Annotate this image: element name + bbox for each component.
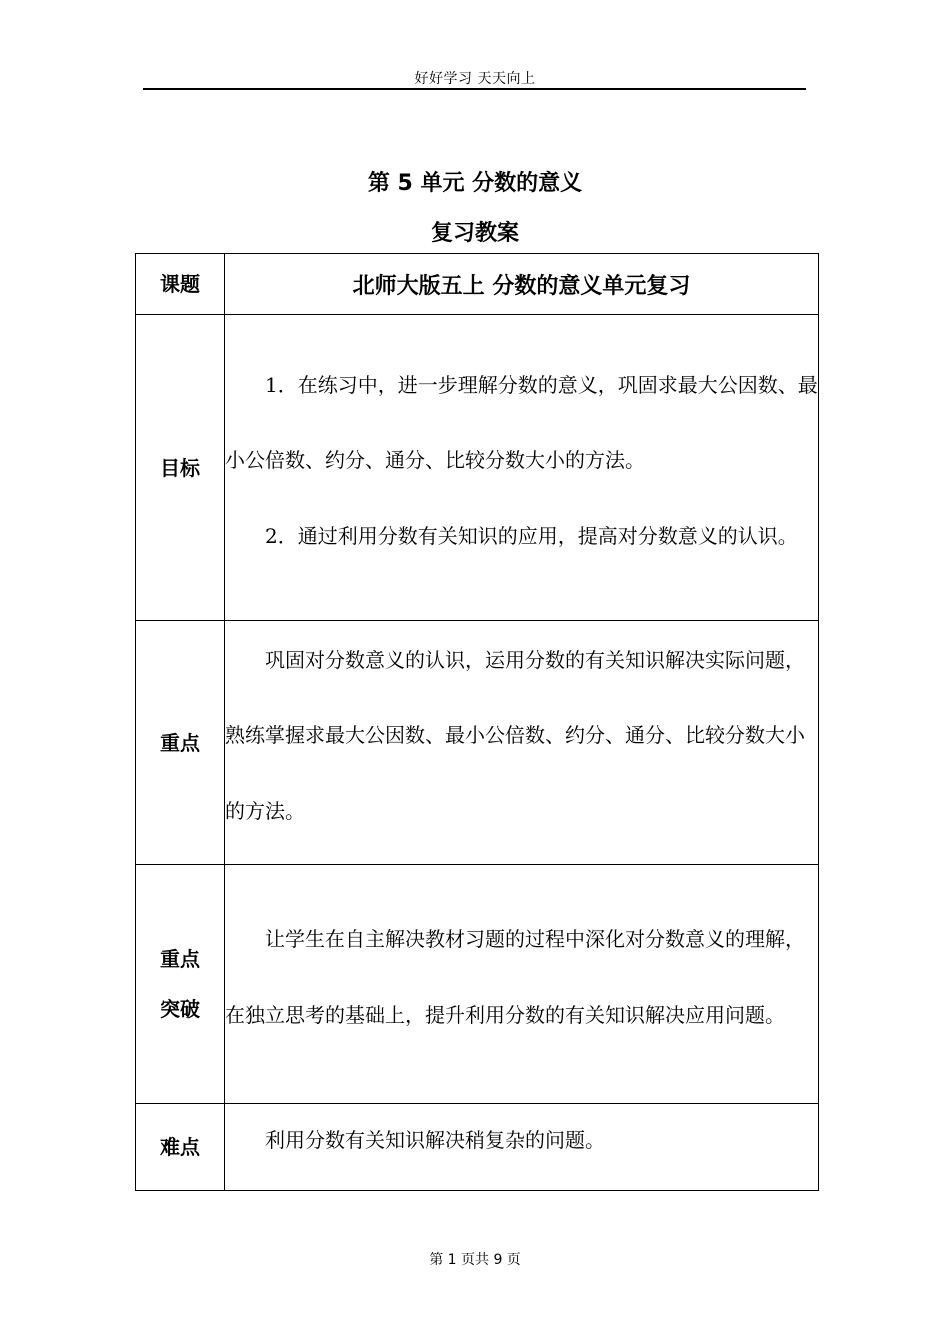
unit-title: 第 5 单元 分数的意义 (367, 171, 583, 196)
key-points-content (225, 621, 819, 865)
objective-item: 2．通过利用分数有关知识的应用，提高对分数意义的认识。 (265, 523, 798, 548)
objectives-label: 目标 (136, 315, 225, 621)
table-row-key-points (136, 621, 819, 865)
breakthrough-label-line1: 重点 (160, 947, 200, 971)
key-points-text: 巩固对分数意义的认识，运用分数的有关知识解决实际问题，熟练掌握求最大公因数、最小公倍数、约分、通分、比较分数大小的方法。 (225, 647, 805, 823)
breakthrough-text: 让学生在自主解决教材习题的过程中深化对分数意义的理解，在独立思考的基础上，提升利用分数的有关知识解决应用问题。 (225, 927, 805, 1027)
page-footer: 第 1 页共 9 页 (429, 1252, 521, 1268)
table-row-difficulty (136, 1104, 819, 1191)
difficulty-label: 难点 (136, 1104, 225, 1191)
table-row-title (136, 254, 819, 315)
objectives-content (225, 315, 819, 621)
lesson-title-value: 北师大版五上 分数的意义单元复习 (225, 254, 819, 315)
objective-item: 1．在练习中，进一步理解分数的意义，巩固求最大公因数、最小公倍数、约分、通分、比较分数大小的方法。 (225, 372, 818, 473)
difficulty-content (225, 1104, 819, 1191)
document-title: 复习教案 (430, 221, 519, 246)
header-rule (143, 88, 806, 90)
table-row-objectives (136, 315, 819, 621)
page-header: 好好学习 天天向上 (414, 71, 536, 87)
key-points-label: 重点 (136, 621, 225, 865)
breakthrough-label (136, 865, 225, 1104)
table-row-breakthrough (136, 865, 819, 1104)
breakthrough-content (225, 865, 819, 1104)
difficulty-text: 利用分数有关知识解决稍复杂的问题。 (265, 1127, 605, 1152)
lesson-plan-table (135, 253, 819, 1191)
breakthrough-label-line2: 突破 (160, 997, 200, 1021)
lesson-title-label: 课题 (136, 254, 225, 315)
